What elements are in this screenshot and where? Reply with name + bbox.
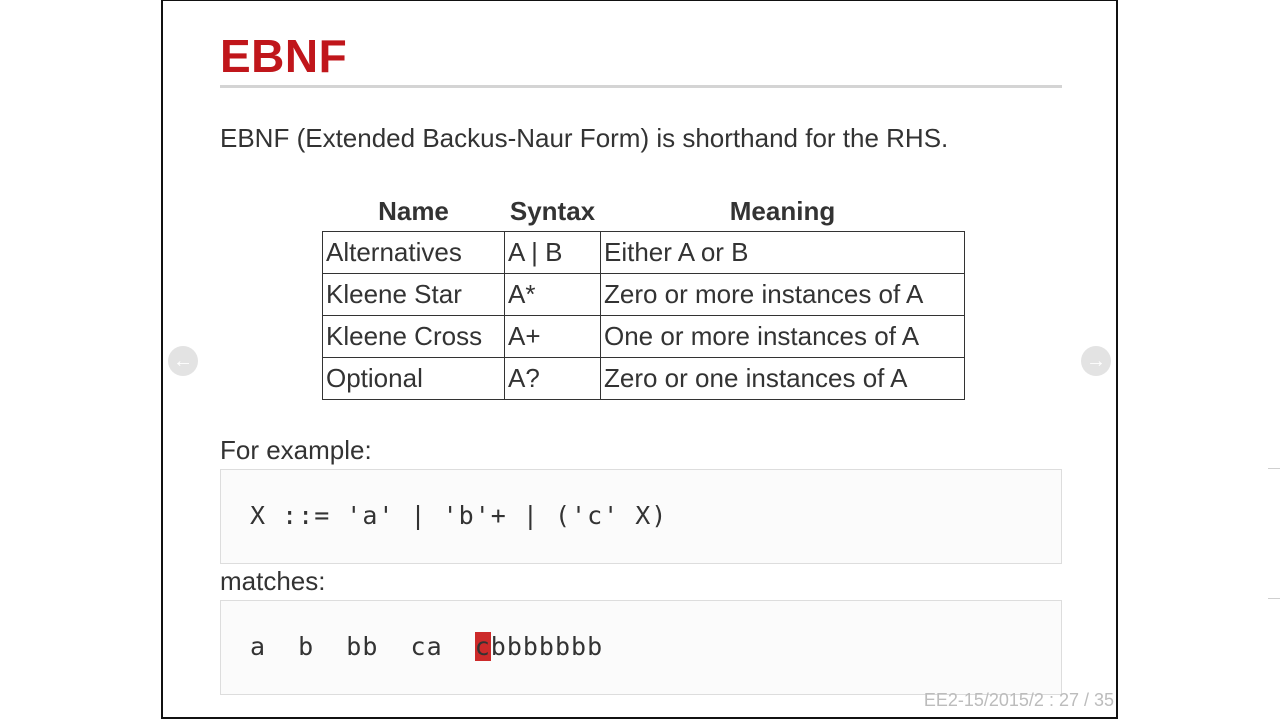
ebnf-table: [322, 196, 965, 400]
arrow-left-icon: ←: [173, 350, 193, 372]
cell-name: Kleene Star: [323, 274, 505, 316]
cell-syntax: A | B: [505, 232, 601, 274]
column-header-syntax: Syntax: [509, 196, 596, 226]
matches-code-text-tail: bbbbbbb: [490, 632, 604, 661]
table-row: [323, 232, 965, 274]
table-header-row: [323, 196, 965, 232]
example-code-block[interactable]: [220, 469, 1062, 564]
slide-title: EBNF: [220, 30, 348, 82]
title-divider: [220, 85, 1062, 88]
cell-name: Kleene Cross: [323, 316, 505, 358]
cell-syntax: A?: [505, 358, 601, 400]
cell-name: Optional: [323, 358, 505, 400]
table-row: [323, 316, 965, 358]
intro-text: EBNF (Extended Backus-Naur Form) is shorthand for the RHS.: [220, 123, 949, 153]
slide: [161, 0, 1118, 719]
column-header-name: Name: [378, 196, 449, 226]
table-row: [323, 274, 965, 316]
cell-meaning: One or more instances of A: [601, 316, 965, 358]
cell-syntax: A*: [505, 274, 601, 316]
example-code: X ::= 'a' | 'b'+ | ('c' X): [250, 501, 668, 530]
cell-syntax: A+: [505, 316, 601, 358]
cell-meaning: Either A or B: [601, 232, 965, 274]
edge-divider: [1268, 598, 1280, 599]
cell-name: Alternatives: [323, 232, 505, 274]
edge-divider: [1268, 468, 1280, 469]
arrow-right-icon: →: [1086, 350, 1106, 372]
example-label: For example:: [220, 435, 372, 465]
column-header-meaning: Meaning: [729, 196, 836, 226]
next-slide-button[interactable]: [1081, 346, 1111, 376]
matches-code: [250, 632, 603, 661]
matches-label: matches:: [220, 566, 326, 596]
prev-slide-button[interactable]: [168, 346, 198, 376]
cell-meaning: Zero or one instances of A: [601, 358, 965, 400]
matches-code-block[interactable]: [220, 600, 1062, 695]
text-cursor: c: [474, 632, 491, 661]
matches-code-text: a b bb ca: [250, 632, 475, 661]
page-number: EE2-15/2015/2 : 27 / 35: [923, 690, 1114, 710]
cell-meaning: Zero or more instances of A: [601, 274, 965, 316]
table-row: [323, 358, 965, 400]
